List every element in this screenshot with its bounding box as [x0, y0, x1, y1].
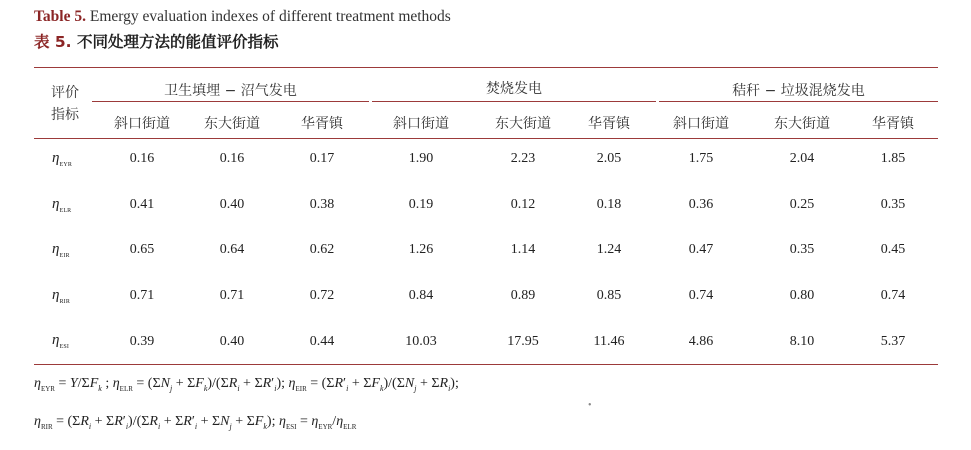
subheader: 斜口街道 — [114, 116, 170, 132]
group-header-landfill: 卫生填埋 − 沼气发电 — [164, 83, 297, 99]
table-cell: 1.14 — [510, 242, 536, 257]
table-cell: 4.86 — [688, 334, 714, 349]
table-cell: 0.35 — [789, 242, 815, 257]
table-cell: 0.84 — [408, 288, 434, 303]
stray-dot: • — [588, 400, 592, 411]
group-rule-3 — [659, 101, 938, 102]
table-label-en: Table 5. — [34, 8, 86, 25]
table-cell: 1.26 — [408, 242, 434, 257]
table-cell: 0.25 — [789, 197, 815, 212]
subheader: 东大街道 — [204, 116, 260, 132]
table-cell: 0.12 — [510, 197, 536, 212]
table-cell: 0.85 — [596, 288, 622, 303]
table-cell: 0.16 — [129, 151, 155, 166]
table-caption-zh — [34, 30, 278, 52]
table-cell: 0.40 — [219, 197, 245, 212]
table-cell: 8.10 — [789, 334, 815, 349]
subheader: 斜口街道 — [393, 116, 449, 132]
table-cell: 0.41 — [129, 197, 155, 212]
table-cell: 0.39 — [129, 334, 155, 349]
table-cell: 0.36 — [688, 197, 714, 212]
table-cell: 0.18 — [596, 197, 622, 212]
table-cell: 0.64 — [219, 242, 245, 257]
row-label-esi: $\eta_{ESI}$ — [52, 332, 70, 350]
table-cell: 1.24 — [596, 242, 622, 257]
table-cell: 0.71 — [129, 288, 155, 303]
index-header-line1: 评价 — [51, 85, 79, 101]
table-cell: 17.95 — [507, 334, 539, 349]
group-rule-2 — [372, 101, 656, 102]
table-cell: 0.35 — [880, 197, 906, 212]
subheader: 东大街道 — [774, 116, 830, 132]
table-cell: 0.38 — [309, 197, 335, 212]
table-cell: 5.37 — [880, 334, 906, 349]
subheader: 斜口街道 — [673, 116, 729, 132]
table-cell: 0.19 — [408, 197, 434, 212]
row-label-elr: $\eta_{ELR}$ — [52, 196, 72, 214]
table-cell: 0.80 — [789, 288, 815, 303]
table-cell: 2.05 — [596, 151, 622, 166]
table-cell: 1.75 — [688, 151, 714, 166]
table-cell: 0.71 — [219, 288, 245, 303]
table-caption-en — [34, 8, 451, 26]
table-cell: 0.62 — [309, 242, 335, 257]
group-header-incineration: 焚烧发电 — [486, 81, 542, 97]
table-label-zh: 表 5. — [34, 33, 72, 51]
formula-note-line2: $\eta_{RIR} = (\Sigma R_i + \Sigma R'_i)/(\Sigma R_i + \Sigma R'_i + \Sigma N_j + \Sigma F_k)$; $\eta_{ESI} = \eta_{EYR}/\eta_{ELR}$ — [34, 414, 357, 431]
table-cell: 0.74 — [880, 288, 906, 303]
subheader: 东大街道 — [495, 116, 551, 132]
table-cell: 0.47 — [688, 242, 714, 257]
row-label-eir: $\eta_{EIR}$ — [52, 241, 70, 259]
subheader: 华胥镇 — [872, 116, 914, 132]
table-cell: 0.89 — [510, 288, 536, 303]
table-cell: 0.72 — [309, 288, 335, 303]
table-bottom-rule — [34, 364, 938, 365]
index-header-line2: 指标 — [51, 107, 79, 123]
table-cell: 10.03 — [405, 334, 437, 349]
table-cell: 1.85 — [880, 151, 906, 166]
formula-note-line1: $\eta_{EYR} = Y/\Sigma F_k$ ; $\eta_{ELR} = (\Sigma N_j + \Sigma F_k)/(\Sigma R_i + \Sigma R'_i)$; $\eta_{EIR} = (\Sigma R'_i + \Sigma F_k)/(\Sigma N_j + \Sigma R_i)$; — [34, 376, 459, 393]
table-title-zh: 不同处理方法的能值评价指标 — [71, 33, 279, 51]
table-title-en: Emergy evaluation indexes of different treatment methods — [85, 8, 451, 25]
group-header-cofiring: 秸秆 − 垃圾混烧发电 — [732, 83, 865, 99]
table-cell: 0.74 — [688, 288, 714, 303]
table-cell: 2.04 — [789, 151, 815, 166]
table-cell: 0.65 — [129, 242, 155, 257]
table-cell: 0.17 — [309, 151, 335, 166]
table-cell: 0.40 — [219, 334, 245, 349]
table-cell: 11.46 — [593, 334, 625, 349]
subheader: 华胥镇 — [588, 116, 630, 132]
subheader: 华胥镇 — [301, 116, 343, 132]
row-label-eyr: $\eta_{EYR}$ — [52, 150, 73, 168]
table-cell: 2.23 — [510, 151, 536, 166]
table-cell: 0.45 — [880, 242, 906, 257]
group-rule-1 — [92, 101, 369, 102]
row-label-rir: $\eta_{RIR}$ — [52, 287, 71, 305]
table-cell: 0.44 — [309, 334, 335, 349]
header-bottom-rule — [34, 138, 938, 139]
table-cell: 1.90 — [408, 151, 434, 166]
table-cell: 0.16 — [219, 151, 245, 166]
table-top-rule — [34, 67, 938, 68]
